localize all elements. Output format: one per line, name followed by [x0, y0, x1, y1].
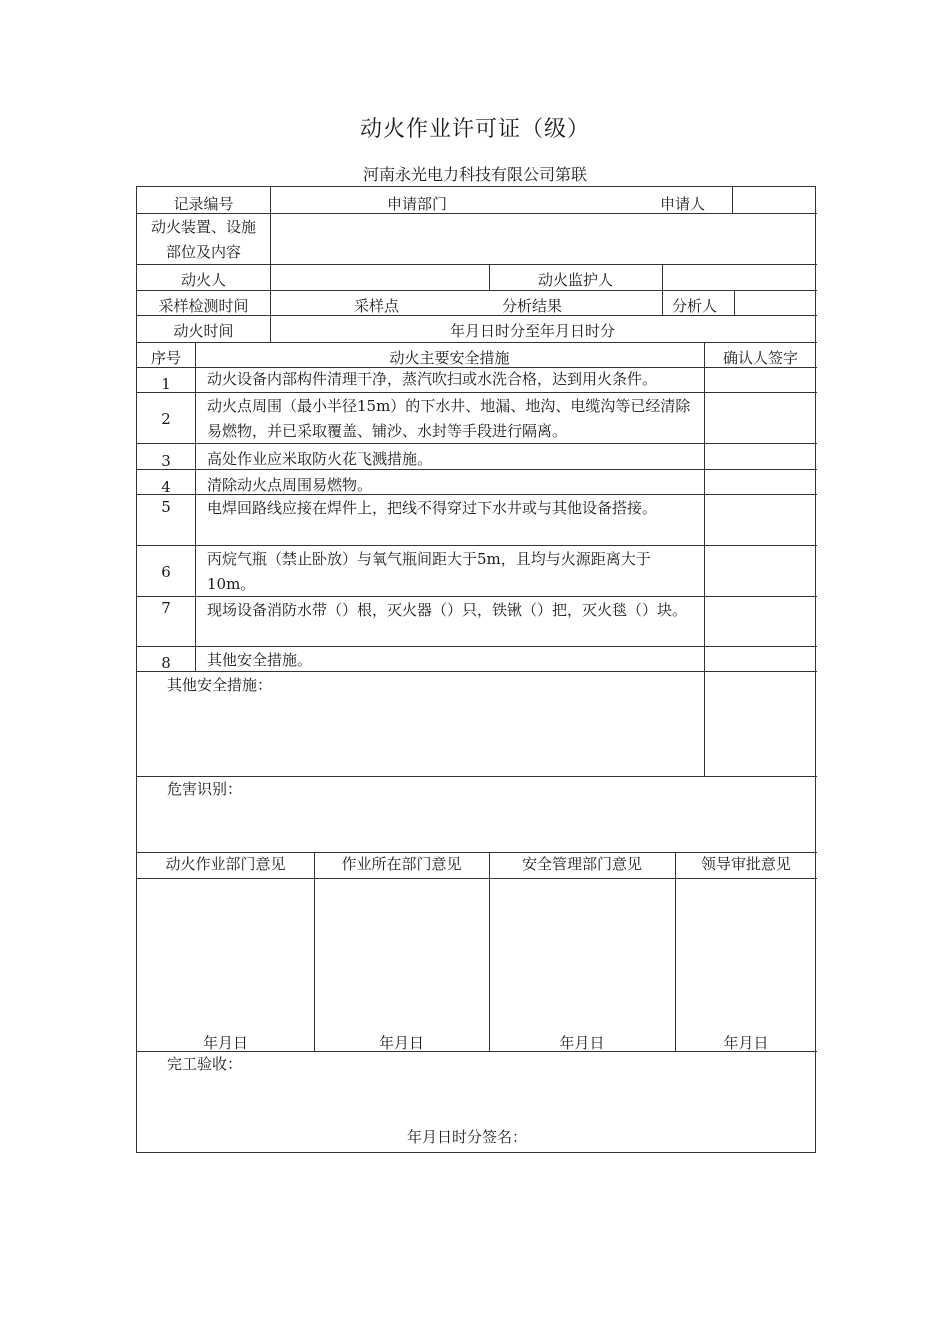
col-divider	[734, 290, 735, 315]
measure-no: 4	[161, 478, 171, 496]
measure-no: 5	[161, 498, 171, 516]
opinion-fire-dept-header: 动火作业部门意见	[165, 855, 286, 873]
row-divider	[137, 342, 817, 343]
opinion-leader-header: 领导审批意见	[700, 855, 791, 873]
col-divider	[489, 852, 490, 1051]
measure-text: 动火设备内部构件清理干净，蒸汽吹扫或水洗合格，达到用火条件。	[207, 370, 658, 388]
row-divider	[137, 646, 817, 647]
opinion-date: 年月日	[559, 1034, 605, 1052]
col-divider	[675, 852, 676, 1051]
measure-no: 7	[161, 599, 171, 617]
device-location-label	[137, 216, 270, 263]
col-divider	[195, 342, 196, 671]
apply-dept-label: 申请部门	[387, 195, 448, 213]
col-sign-header: 确认人签字	[722, 349, 798, 367]
fire-person-label: 动火人	[180, 271, 226, 289]
applicant-label: 申请人	[660, 195, 706, 213]
col-no-header: 序号	[150, 349, 181, 367]
company-subtitle: 河南永光电力科技有限公司第联	[362, 165, 587, 184]
sample-point-label: 采样点	[354, 297, 400, 315]
analyst-label: 分析人	[672, 297, 718, 315]
sample-time-label: 采样检测时间	[158, 297, 249, 315]
row-divider	[137, 776, 817, 777]
measure-text: 动火点周围（最小半径15m）的下水井、地漏、地沟、电缆沟等已经清除易燃物，并已采取覆盖、铺沙、水封等手段进行隔离。	[207, 397, 691, 440]
page-title: 动火作业许可证（级）	[359, 117, 590, 142]
col-measure-header: 动火主要安全措施	[389, 349, 510, 367]
measure-text: 高处作业应米取防火花飞溅措施。	[207, 450, 433, 468]
row-divider	[137, 545, 817, 546]
completion-label: 完工验收：	[167, 1055, 243, 1073]
measure-no: 6	[161, 563, 171, 581]
hazard-identification-label: 危害识别：	[167, 780, 243, 798]
row-divider	[137, 878, 817, 879]
fire-time-label: 动火时间	[173, 322, 234, 340]
record-no-label: 记录编号	[173, 195, 234, 213]
row-divider	[137, 264, 817, 265]
measure-text: 丙烷气瓶（禁止卧放）与氧气瓶间距大于5m，且均与火源距离大于10m。	[207, 550, 651, 593]
measure-text: 现场设备消防水带（）根，灭火器（）只，铁锹（）把，灭火毯（）块。	[207, 601, 688, 619]
opinion-date: 年月日	[202, 1034, 248, 1052]
col-divider	[314, 852, 315, 1051]
measure-text: 电焊回路线应接在焊件上，把线不得穿过下水井或与其他设备搭接。	[207, 499, 658, 517]
permit-form	[136, 186, 816, 1153]
measure-no: 1	[161, 375, 171, 393]
row-divider	[137, 392, 817, 393]
measure-text-clip	[207, 369, 692, 391]
opinion-safety-dept-header: 安全管理部门意见	[521, 855, 642, 873]
col-divider	[270, 187, 271, 342]
measure-no: 2	[161, 410, 171, 428]
other-measures-label: 其他安全措施：	[167, 676, 273, 694]
opinion-work-dept-header: 作业所在部门意见	[341, 855, 462, 873]
row-divider	[137, 671, 817, 672]
analysis-result-label: 分析结果	[502, 297, 563, 315]
measure-no: 3	[161, 452, 171, 470]
fire-time-value: 年月日时分至年月日时分	[450, 322, 616, 340]
measure-text: 其他安全措施。	[207, 651, 313, 669]
opinion-date: 年月日	[378, 1034, 424, 1052]
col-divider	[704, 342, 705, 776]
col-divider	[662, 264, 663, 315]
col-divider	[732, 187, 733, 213]
measure-no: 8	[161, 654, 171, 672]
fire-guardian-label: 动火监护人	[537, 271, 613, 289]
opinion-date: 年月日	[723, 1034, 769, 1052]
device-location-line2: 部位及内容	[165, 243, 241, 261]
device-location-line1: 动火装置、设施	[150, 218, 256, 236]
completion-date-sign: 年月日时分签名：	[407, 1128, 528, 1146]
measure-text: 清除动火点周围易燃物。	[207, 476, 373, 494]
